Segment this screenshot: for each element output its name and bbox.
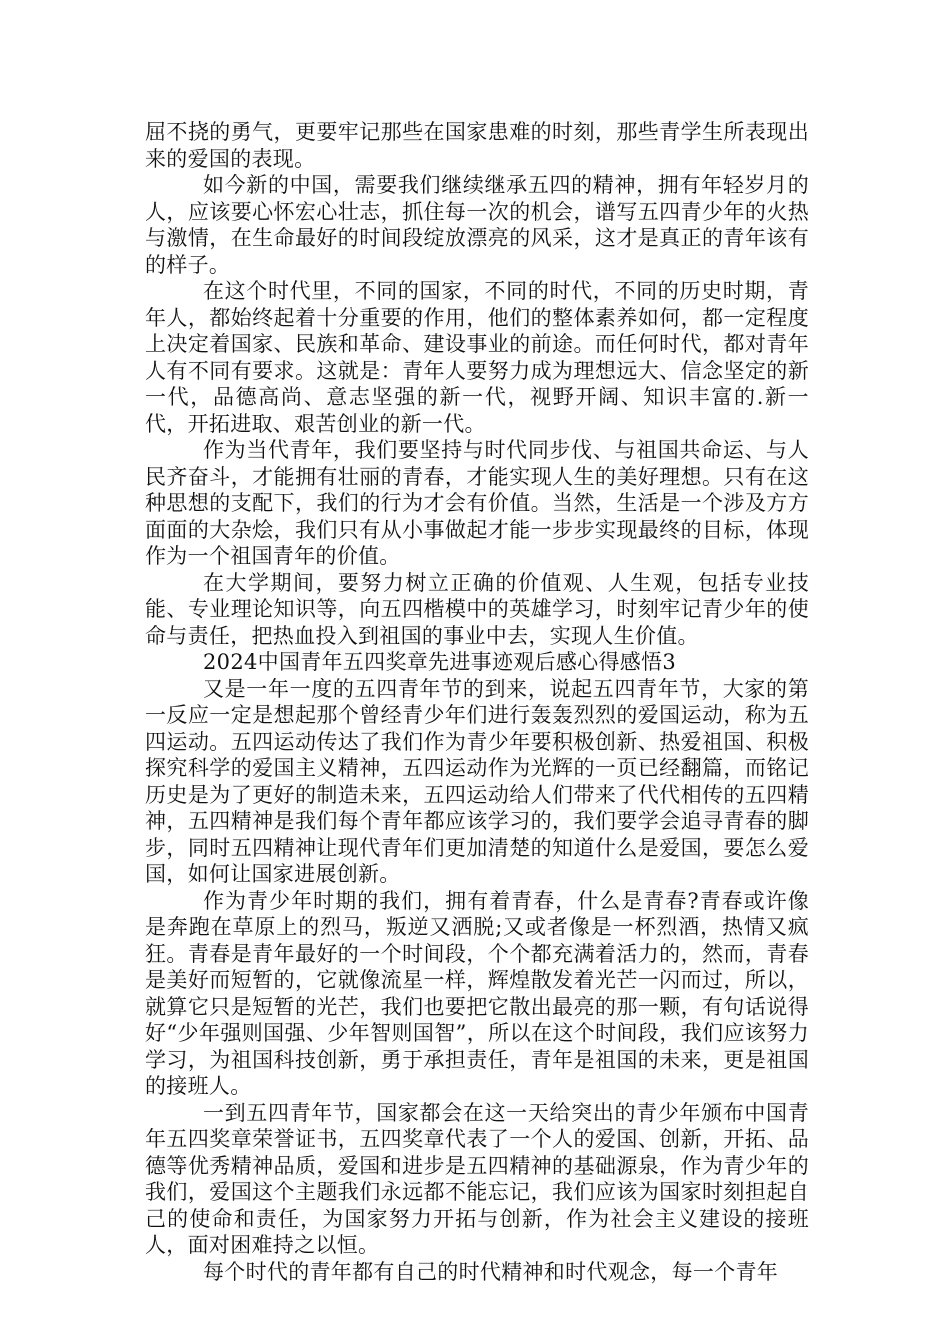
paragraph: 作为当代青年，我们要坚持与时代同步伐、与祖国共命运、与人民齐奋斗，才能拥有壮丽的青春，才能实现人生的美好理想。只有在这种思想的支配下，我们的行为才会有价值。当然，生活是一个涉及方方面面的大杂烩，我们只有从小事做起才能一步步实现最终的目标，体现作为一个祖国青年的价值。 <box>145 438 809 568</box>
paragraph: 一到五四青年节，国家都会在这一天给突出的青少年颁布中国青年五四奖章荣誉证书，五四奖章代表了一个人的爱国、创新，开拓、品德等优秀精神品质，爱国和进步是五四精神的基础源泉，作为青少年的我们，爱国这个主题我们永远都不能忘记，我们应该为国家时刻担起自己的使命和责任，为国家努力开拓与创新，作为社会主义建设的接班人，面对困难持之以恒。 <box>145 1100 809 1257</box>
section-heading: 2024中国青年五四奖章先进事迹观后感心得感悟3 <box>203 650 677 674</box>
paragraph: 又是一年一度的五四青年节的到来，说起五四青年节，大家的第一反应一定是想起那个曾经青少年们进行轰轰烈烈的爱国运动，称为五四运动。五四运动传达了我们作为青少年要积极创新、热爱祖国、积极探究科学的爱国主义精神，五四运动作为光辉的一页已经翻篇，而铭记历史是为了更好的制造未来，五四运动给人们带来了代代相传的五四精神，五四精神是我们每个青年都应该学习的，我们要学会追寻青春的脚步，同时五四精神让现代青年们更加清楚的知道什么是爱国，要怎么爱国，如何让国家进展创新。 <box>145 676 809 886</box>
paragraph: 作为青少年时期的我们，拥有着青春，什么是青春?青春或许像是奔跑在草原上的烈马，叛逆又洒脱;又或者像是一杯烈酒，热情又疯狂。青春是青年最好的一个时间段，个个都充满着活力的，然而，青春是美好而短暂的，它就像流星一样，辉煌散发着光芒一闪而过，所以，就算它只是短暂的光芒，我们也要把它散出最亮的那一颗，有句话说得好“少年强则国强、少年智则国智”，所以在这个时间段，我们应该努力学习，为祖国科技创新，勇于承担责任，青年是祖国的未来，更是祖国的接班人。 <box>145 888 809 1098</box>
paragraph: 在这个时代里，不同的国家，不同的时代，不同的历史时期，青年人，都始终起着十分重要的作用，他们的整体素养如何，都一定程度上决定着国家、民族和革命、建设事业的前途。而任何时代，都对青年人有不同有要求。这就是：青年人要努力成为理想远大、信念坚定的新一代，品德高尚、意志坚强的新一代，视野开阔、知识丰富的.新一代，开拓进取、艰苦创业的新一代。 <box>145 279 809 436</box>
document-body <box>145 119 809 1285</box>
paragraph: 在大学期间，要努力树立正确的价值观、人生观，包括专业技能、专业理论知识等，向五四楷模中的英雄学习，时刻牢记青少年的使命与责任，把热血投入到祖国的事业中去，实现人生价值。 <box>145 570 809 648</box>
paragraph: 如今新的中国，需要我们继续继承五四的精神，拥有年轻岁月的人，应该要心怀宏心壮志，抓住每一次的机会，谱写五四青少年的火热与激情，在生命最好的时间段绽放漂亮的风采，这才是真正的青年该有的样子。 <box>145 173 809 277</box>
paragraph-continuation: 屈不挠的勇气，更要牢记那些在国家患难的时刻，那些青学生所表现出来的爱国的表现。 <box>145 120 809 171</box>
paragraph-truncated: 每个时代的青年都有自己的时代精神和时代观念，每一个青年 <box>203 1259 779 1284</box>
